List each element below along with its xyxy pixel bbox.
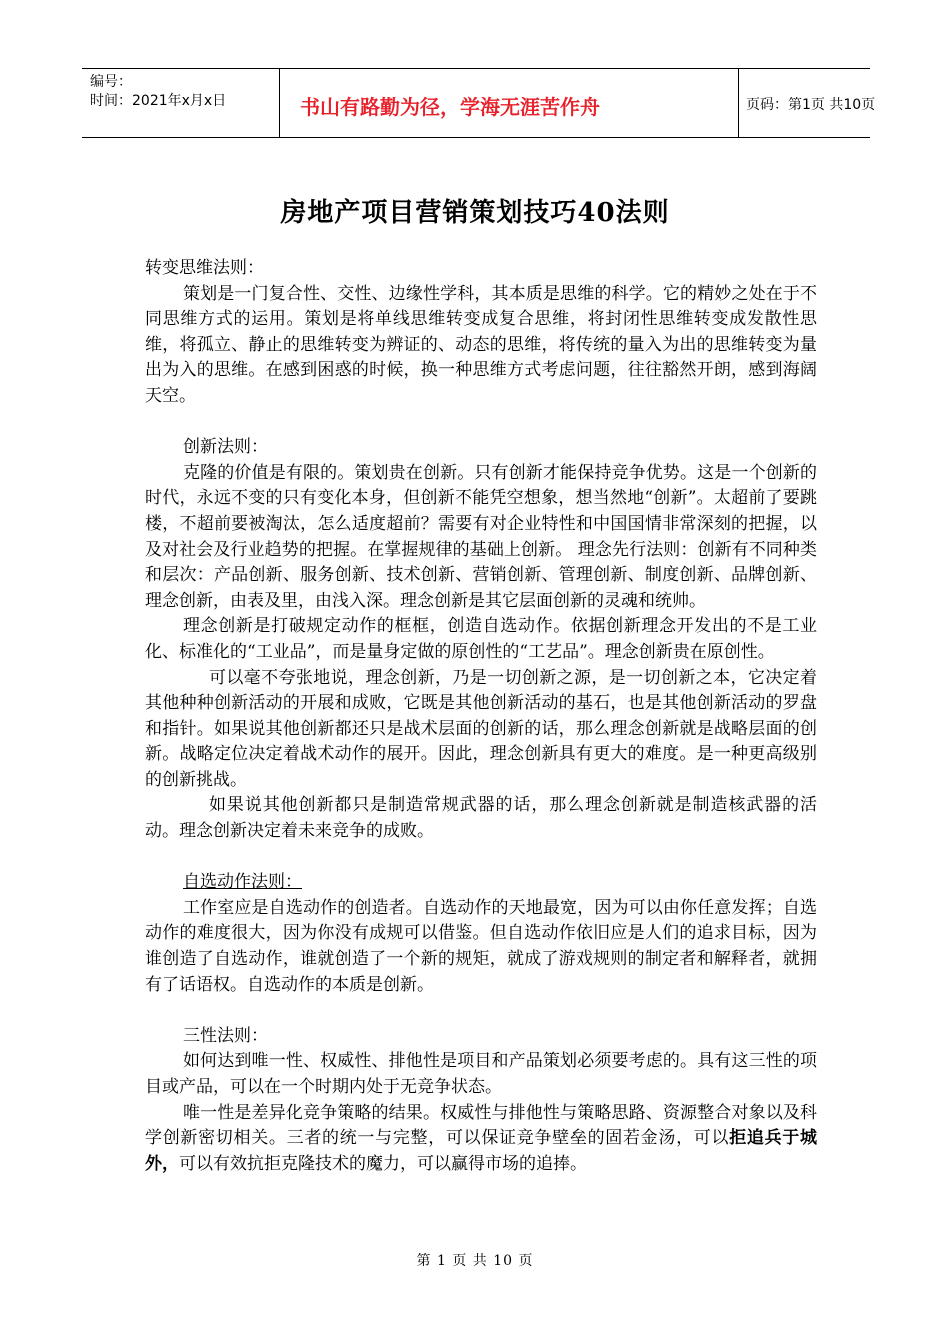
- paragraph: [145, 1101, 817, 1178]
- header-motto: 书山有路勤为径，学海无涯苦作舟: [300, 95, 600, 119]
- paragraph: 可以毫不夸张地说，理念创新，乃是一切创新之源，是一切创新之本，它决定着其他种种创新活动的开展和成败，它既是其他创新活动的基石，也是其他创新活动的罗盘和指针。如果说其他创新都还只是战术层面的创新的话，那么理念创新就是战略层面的创新。战略定位决定着战术动作的展开。因此，理念创新具有更大的难度。是一种更高级别的创新挑战。: [145, 667, 817, 790]
- paragraph-text: 唯一性是差异化竞争策略的结果。权威性与排他性与策略思路、资源整合对象以及科学创新密切相关。三者的统一与完整，可以保证竞争壁垒的固若金汤，可以: [145, 1102, 817, 1149]
- section-heading: 三性法则：: [183, 1025, 268, 1046]
- page-header: [82, 68, 876, 138]
- section-heading: 创新法则：: [183, 437, 268, 458]
- section-heading: [145, 870, 817, 896]
- paragraph: 如果说其他创新都只是制造常规武器的话，那么理念创新就是制造核武器的活动。理念创新决定着未来竞争的成败。: [145, 795, 817, 842]
- paragraph: 策划是一门复合性、交性、边缘性学科，其本质是思维的科学。它的精妙之处在于不同思维方式的运用。策划是将单线思维转变成复合思维，将封闭性思维转变成发散性思维，将孤立、静止的思维转变为辨证的、动态的思维，将传统的量入为出的思维转变为量出为入的思维。在感到困惑的时候，换一种思维方式考虑问题，往往豁然开朗，感到海阔天空。: [145, 283, 817, 406]
- section-heading-underlined: 自选动作法则：: [183, 872, 302, 893]
- page-footer: 第 1 页 共 10 页: [416, 1253, 534, 1269]
- document-number-label: 编号：: [90, 74, 132, 90]
- paragraph-text: 可以有效抗拒克隆技术的魔力，可以赢得市场的追捧。: [179, 1153, 587, 1174]
- paragraph: 如何达到唯一性、权威性、排他性是项目和产品策划必须要考虑的。具有这三性的项目或产品，可以在一个时期内处于无竞争状态。: [145, 1051, 817, 1097]
- bold-phrase: 拒追兵于城外，: [145, 1128, 817, 1174]
- document-time-label: 时间：2021年x月x日: [90, 93, 227, 109]
- section-heading: 转变思维法则：: [145, 258, 264, 278]
- paragraph: 理念创新是打破规定动作的框框，创造自选动作。依据创新理念开发出的不是工业化、标准化的“工业品”，而是量身定做的原创性的“工艺品”。理念创新贵在原创性。: [145, 616, 817, 662]
- document-title: 房地产项目营销策划技巧40法则: [280, 198, 670, 228]
- paragraph: 克隆的价值是有限的。策划贵在创新。只有创新才能保持竞争优势。这是一个创新的时代，永远不变的只有变化本身，但创新不能凭空想象，想当然地“创新”。太超前了要跳楼，不超前要被淘汰，怎么适度超前？需要有对企业特性和中国国情非常深刻的把握，以及对社会及行业趋势的把握。在掌握规律的基础上创新。 理念先行法则：创新有不同种类和层次：产品创新、服务创新、技术创新、营销创新、管理创新、制度创新、品牌创新、理念创新，由表及里，由浅入深。理念创新是其它层面创新的灵魂和统帅。: [145, 462, 817, 611]
- header-meta: [82, 69, 279, 137]
- header-motto-cell: [279, 69, 739, 137]
- header-page-number: 页码：第1页 共10页: [746, 97, 876, 113]
- header-page-cell: [738, 69, 876, 137]
- document-body: [145, 256, 817, 1177]
- paragraph: 工作室应是自选动作的创造者。自选动作的天地最宽，因为可以由你任意发挥；自选动作的难度很大，因为你没有成规可以借鉴。但自选动作依旧应是人们的追求目标，因为谁创造了自选动作，谁就创造了一个新的规矩，就成了游戏规则的制定者和解释者，就拥有了话语权。自选动作的本质是创新。: [145, 897, 817, 995]
